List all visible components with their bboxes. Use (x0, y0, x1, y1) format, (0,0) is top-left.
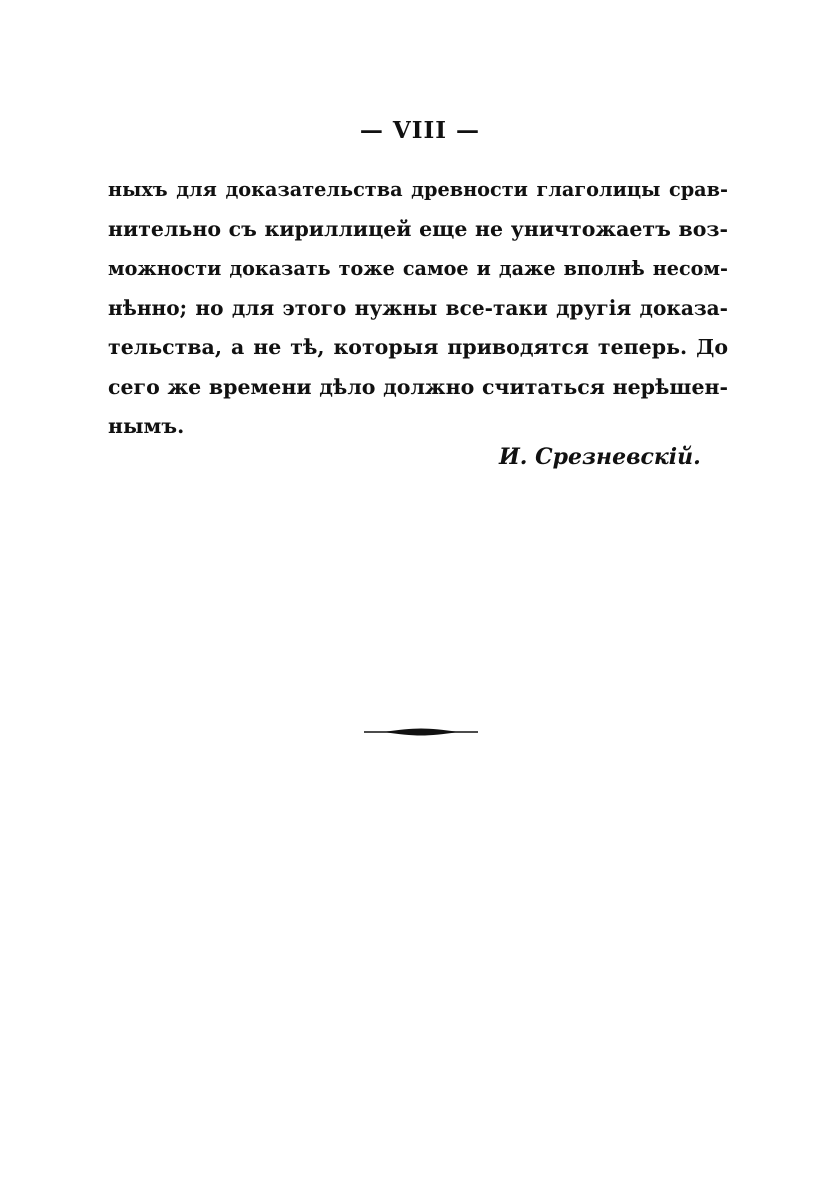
text-line: ныхъ для доказательства древности глаголицы срав- (108, 178, 728, 201)
body-paragraph (108, 170, 728, 447)
text-line: можности доказать тоже самое и даже вполнѣ несом- (108, 257, 728, 280)
end-ornament-icon (364, 724, 478, 740)
page-number: — VIII — (359, 117, 481, 144)
text-line: нымъ. (108, 414, 185, 438)
text-line: нѣнно; но для этого нужны все-таки другія доказа- (108, 295, 728, 320)
author-signature: И. Срезневскій. (499, 444, 701, 470)
text-line: сего же времени дѣло должно считаться нерѣшен- (108, 374, 728, 399)
text-line: тельства, а не тѣ, которыя приводятся теперь. До (108, 335, 728, 359)
text-line: нительно съ кириллицей еще не уничтожаетъ воз- (108, 216, 728, 241)
